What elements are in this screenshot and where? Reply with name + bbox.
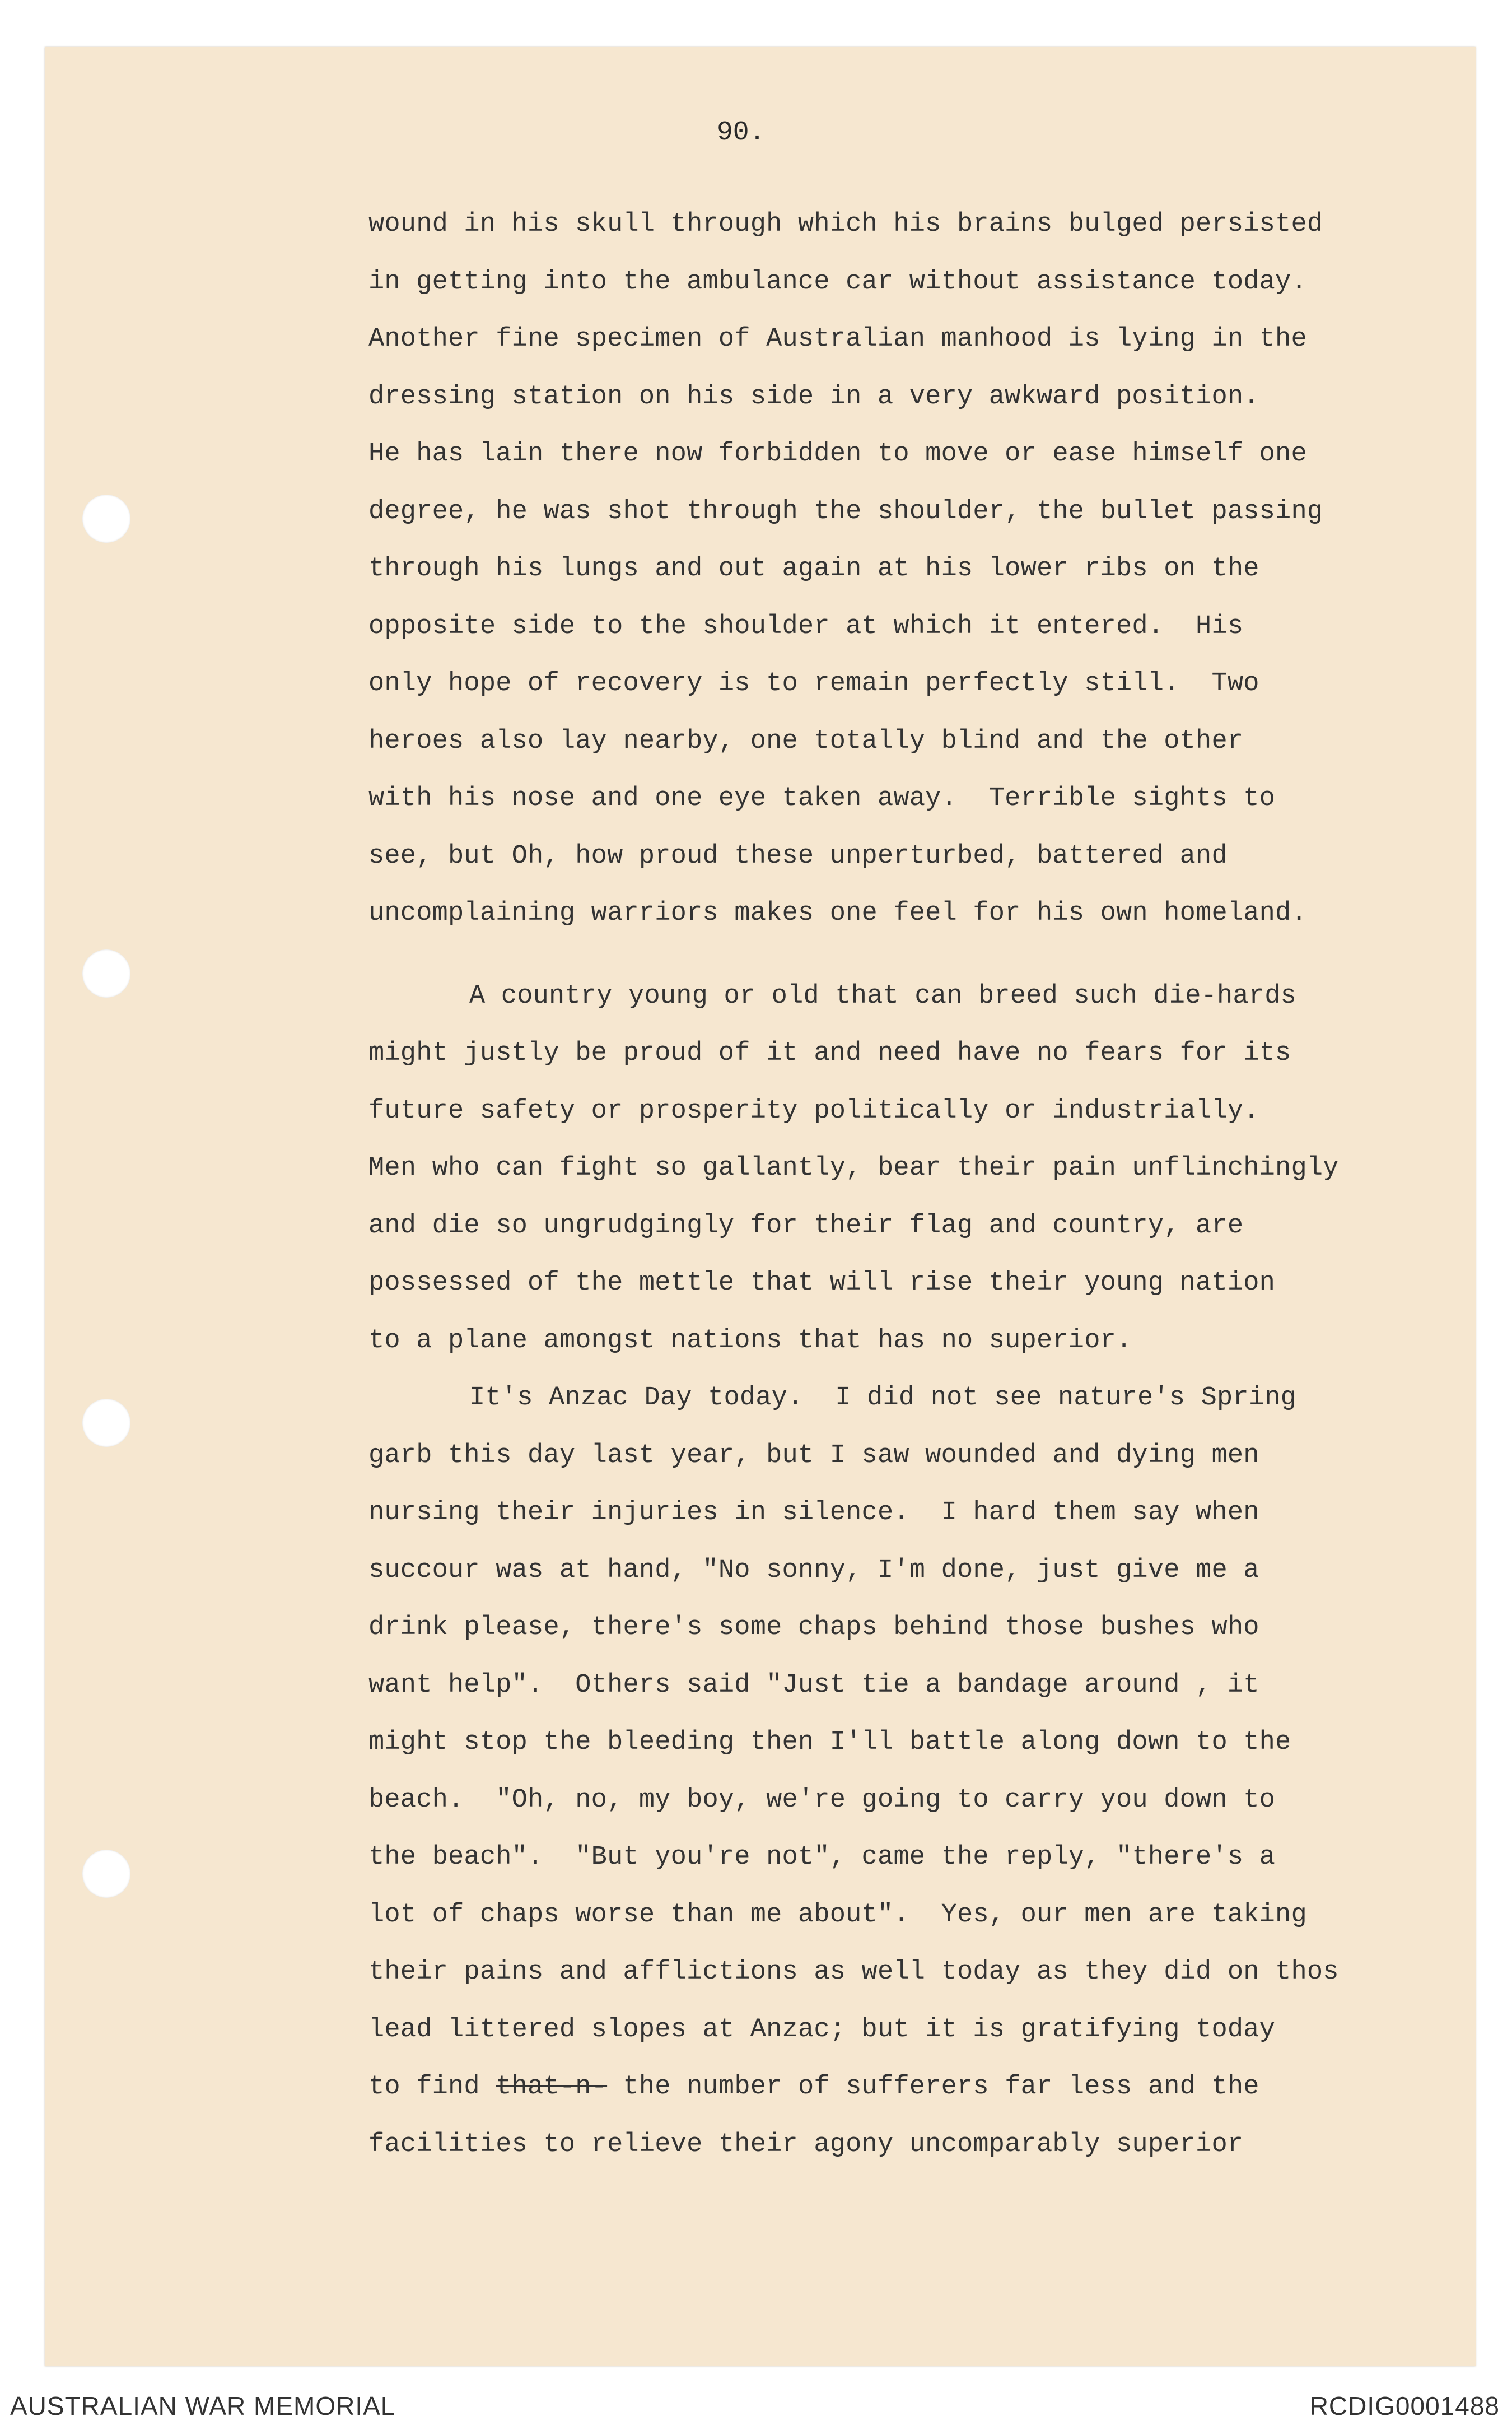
text-line: through his lungs and out again at his lower ribs on the — [368, 554, 1259, 584]
text-line: wound in his skull through which his brains bulged persisted — [368, 210, 1323, 239]
text-line: He has lain there now forbidden to move or ease himself one — [368, 439, 1307, 469]
text-fragment: the number of sufferers far less and the — [607, 2072, 1259, 2102]
punch-hole-1 — [82, 495, 130, 543]
text-line: their pains and afflictions as well today as they did on thos — [368, 1957, 1339, 1987]
text-line: degree, he was shot through the shoulder, the bullet passing — [368, 496, 1323, 527]
paragraph-2 — [368, 968, 1466, 1370]
text-line: possessed of the mettle that will rise their young nation — [368, 1268, 1276, 1298]
text-line: might justly be proud of it and need have no fears for its — [368, 1039, 1291, 1068]
text-line: drink please, there's some chaps behind those bushes who — [368, 1613, 1259, 1642]
text-line: facilities to relieve their agony uncomparably superior — [368, 2129, 1244, 2159]
text-line: see, but Oh, how proud these unperturbed, battered and — [368, 841, 1228, 871]
text-line-with-strikethrough — [368, 2059, 1466, 2116]
punch-hole-3 — [82, 1399, 130, 1447]
text-line: A country young or old that can breed such die-hards — [469, 981, 1297, 1011]
text-line: opposite side to the shoulder at which it entered. His — [368, 611, 1244, 641]
text-line: lead littered slopes at Anzac; but it is gratifying today — [368, 2014, 1276, 2045]
punch-hole-2 — [82, 949, 130, 998]
text-line: uncomplaining warriors makes one feel for his own homeland. — [368, 899, 1307, 928]
text-line: garb this day last year, but I saw wounded and dying men — [368, 1440, 1259, 1470]
text-fragment: to find — [368, 2072, 496, 2102]
text-line: only hope of recovery is to remain perfectly still. Two — [368, 669, 1259, 699]
text-line: to a plane amongst nations that has no superior. — [368, 1325, 1132, 1356]
text-line: lot of chaps worse than me about". Yes, our men are taking — [368, 1900, 1307, 1930]
footer-institution: AUSTRALIAN WAR MEMORIAL — [10, 2391, 396, 2420]
text-line: the beach". "But you're not", came the reply, "there's a — [368, 1842, 1276, 1872]
page-number: 90. — [717, 118, 766, 148]
paragraph-3 — [368, 1370, 1466, 2173]
punch-hole-4 — [82, 1850, 130, 1898]
text-line: Another fine specimen of Australian manhood is lying in the — [368, 324, 1307, 354]
paragraph-gap — [368, 943, 1466, 968]
text-line: nursing their injuries in silence. I hard them say when — [368, 1498, 1259, 1528]
text-line: with his nose and one eye taken away. Terrible sights to — [368, 784, 1276, 813]
text-line: and die so ungrudgingly for their flag and country, are — [368, 1211, 1244, 1241]
text-line: might stop the bleeding then I'll battle along down to the — [368, 1728, 1291, 1757]
text-line: future safety or prosperity politically or industrially. — [368, 1096, 1259, 1126]
struck-text: that-n- — [496, 2072, 608, 2102]
paragraph-1 — [368, 196, 1466, 943]
text-line: heroes also lay nearby, one totally blind and the other — [368, 726, 1244, 756]
text-line: succour was at hand, "No sonny, I'm done, just give me a — [368, 1555, 1259, 1585]
text-line: beach. "Oh, no, my boy, we're going to carry you down to — [368, 1785, 1276, 1815]
typed-text — [368, 196, 1466, 2173]
text-line: want help". Others said "Just tie a bandage around , it — [368, 1670, 1259, 1700]
text-line: dressing station on his side in a very awkward position. — [368, 381, 1259, 412]
text-line: Men who can fight so gallantly, bear their pain unflinchingly — [368, 1153, 1339, 1183]
text-line: in getting into the ambulance car without assistance today. — [368, 267, 1307, 297]
footer-identifier: RCDIG0001488 — [1309, 2391, 1500, 2420]
text-line: It's Anzac Day today. I did not see nature's Spring — [469, 1383, 1297, 1413]
